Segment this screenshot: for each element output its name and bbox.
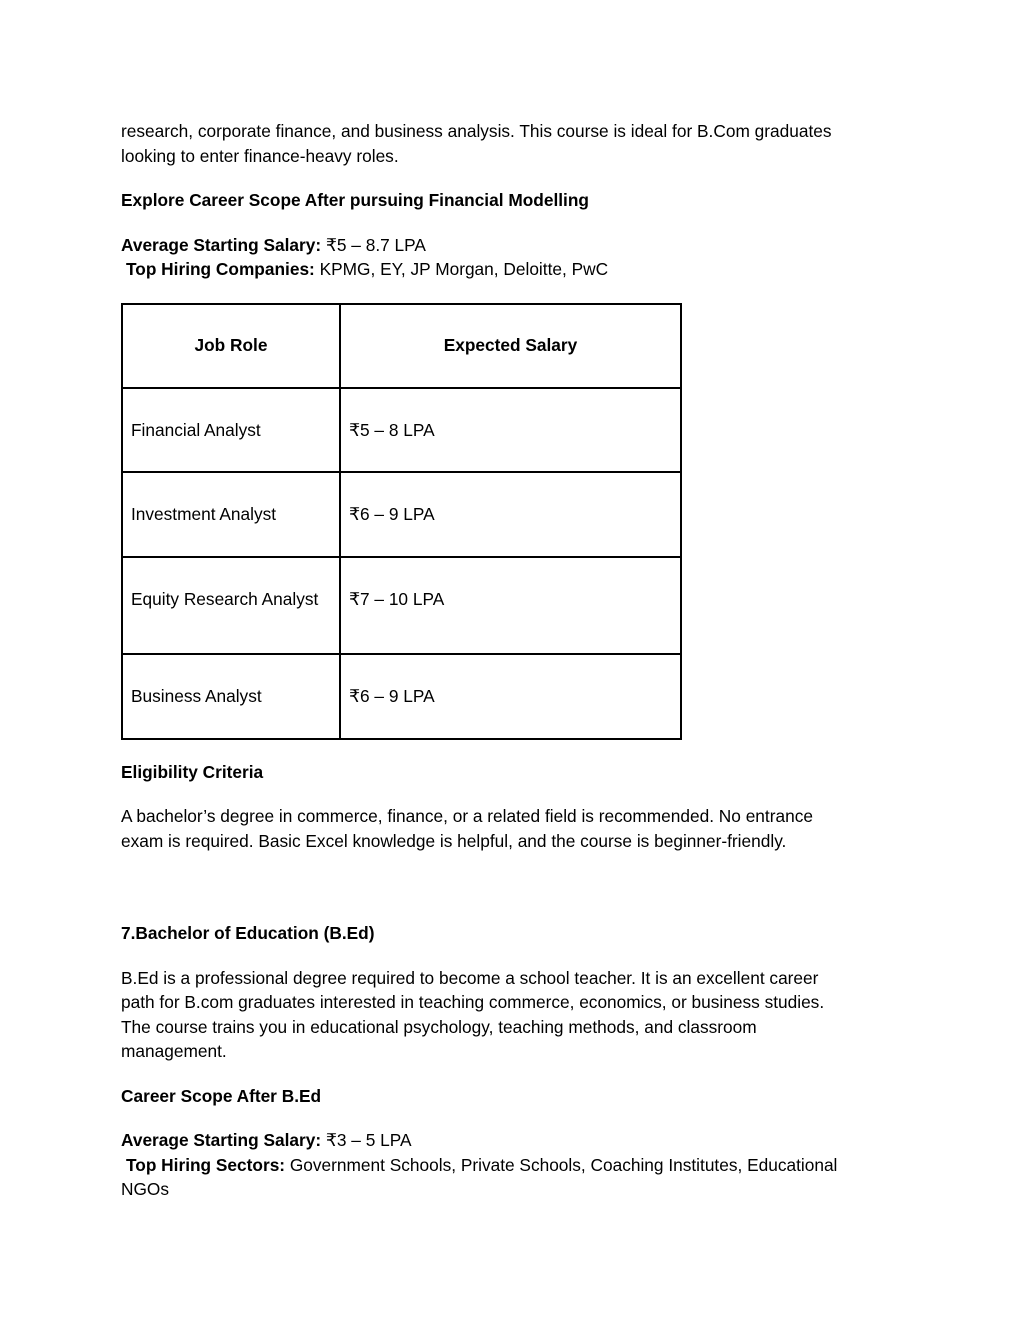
bed-hiring-sectors-line xyxy=(121,1153,901,1178)
sectors-value: Government Schools, Private Schools, Coaching Institutes, Educational xyxy=(285,1154,838,1175)
column-header-job-role: Job Role xyxy=(122,304,340,388)
document-page xyxy=(121,119,901,1202)
bed-hiring-sectors-continued: NGOs xyxy=(121,1179,170,1199)
salary-info xyxy=(121,233,901,282)
job-role-cell: Equity Research Analyst xyxy=(122,557,340,655)
column-header-expected-salary: Expected Salary xyxy=(340,304,681,388)
companies-label: Top Hiring Companies: xyxy=(126,259,315,279)
job-role-cell: Investment Analyst xyxy=(122,472,340,557)
bed-salary-info xyxy=(121,1128,901,1202)
salary-cell: ₹6 – 9 LPA xyxy=(340,654,681,739)
salary-value: ₹5 – 8.7 LPA xyxy=(321,234,426,255)
bed-paragraph xyxy=(121,966,901,1064)
salary-table xyxy=(121,303,682,740)
bed-line: management. xyxy=(121,1041,227,1061)
bed-average-salary-line xyxy=(121,1128,901,1153)
bed-line: path for B.com graduates interested in teaching commerce, economics, or business studies. xyxy=(121,992,825,1012)
eligibility-heading: Eligibility Criteria xyxy=(121,761,264,782)
job-role-cell: Business Analyst xyxy=(122,654,340,739)
salary-cell: ₹7 – 10 LPA xyxy=(340,557,681,655)
table-row xyxy=(122,654,681,739)
salary-cell: ₹6 – 9 LPA xyxy=(340,472,681,557)
eligibility-line: exam is required. Basic Excel knowledge is helpful, and the course is beginner-friendly. xyxy=(121,830,787,851)
salary-label: Average Starting Salary: xyxy=(121,234,322,255)
bed-line: The course trains you in educational psychology, teaching methods, and classroom xyxy=(121,1016,757,1037)
intro-line: research, corporate finance, and business analysis. This course is ideal for B.Com graduates xyxy=(121,121,832,141)
companies-value: KPMG, EY, JP Morgan, Deloitte, PwC xyxy=(314,259,609,279)
eligibility-paragraph xyxy=(121,804,901,853)
average-salary-line xyxy=(121,233,901,258)
intro-line: looking to enter finance-heavy roles. xyxy=(121,145,399,166)
bed-salary-value: ₹3 – 5 LPA xyxy=(321,1130,412,1150)
table-row xyxy=(122,472,681,557)
bed-salary-label: Average Starting Salary: xyxy=(121,1130,322,1150)
hiring-companies-line xyxy=(121,257,901,282)
job-role-cell: Financial Analyst xyxy=(122,388,340,473)
sectors-label: Top Hiring Sectors: xyxy=(126,1154,286,1175)
bed-line: B.Ed is a professional degree required to become a school teacher. It is an excellent career xyxy=(121,967,819,988)
section-spacer xyxy=(121,853,901,921)
intro-paragraph xyxy=(121,119,901,168)
career-scope-heading: Explore Career Scope After pursuing Financial Modelling xyxy=(121,190,589,210)
table-header-row xyxy=(122,304,681,388)
bed-heading: 7.Bachelor of Education (B.Ed) xyxy=(121,923,375,943)
table-row xyxy=(122,557,681,655)
bed-career-scope-heading: Career Scope After B.Ed xyxy=(121,1085,322,1106)
table-row xyxy=(122,388,681,473)
eligibility-line: A bachelor’s degree in commerce, finance, or a related field is recommended. No entrance xyxy=(121,806,813,826)
salary-cell: ₹5 – 8 LPA xyxy=(340,388,681,473)
